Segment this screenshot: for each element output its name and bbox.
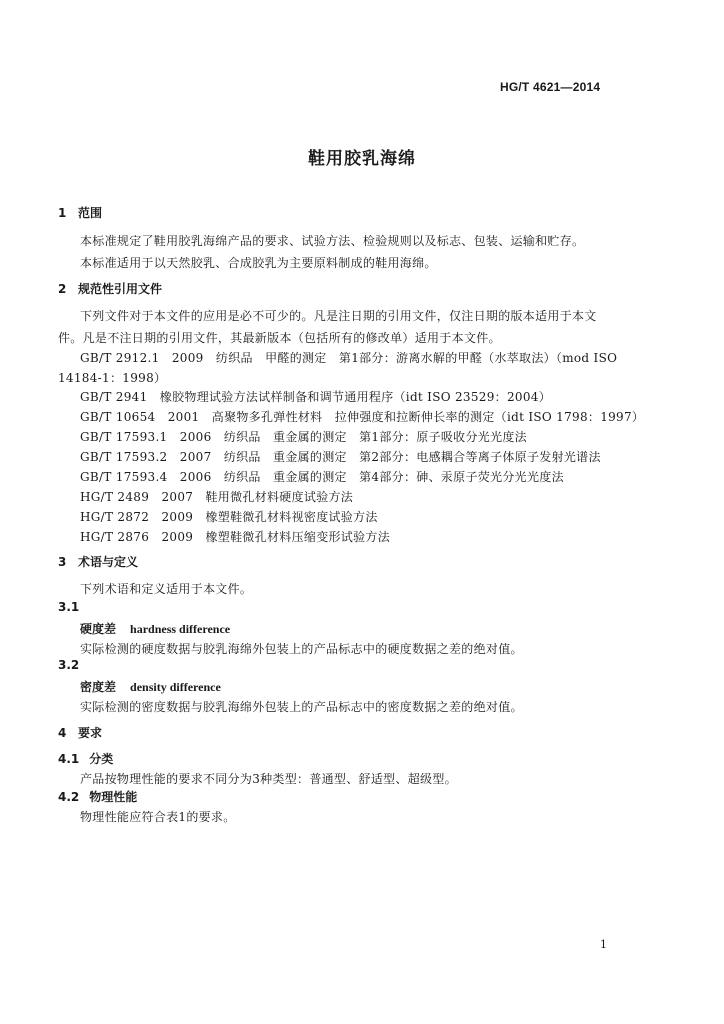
subsection-4-1-heading xyxy=(58,750,113,767)
page-title: 鞋用胶乳海绵 xyxy=(308,149,416,169)
section-1-heading xyxy=(58,204,102,221)
section-2-title: 规范性引用文件 xyxy=(78,282,163,296)
term-3-1-chinese: 硬度差 xyxy=(80,622,117,636)
reference-item: GB/T 17593.2 2007 纺织品 重金属的测定 第2部分：电感耦合等离子体原子发射光谱法 xyxy=(80,450,601,464)
reference-item: HG/T 2872 2009 橡塑鞋微孔材料视密度试验方法 xyxy=(80,510,378,524)
section-4-number: 4 xyxy=(58,726,67,740)
section-2-heading xyxy=(58,280,162,297)
term-3-2-number: 3.2 xyxy=(58,658,80,672)
reference-item: GB/T 10654 2001 高聚物多孔弹性材料 拉伸强度和拉断伸长率的测定（idt ISO 1798：1997） xyxy=(80,410,645,424)
section-1-title: 范围 xyxy=(78,206,103,220)
subsection-4-1-number: 4.1 xyxy=(58,752,80,766)
section-3-heading xyxy=(58,553,138,570)
subsection-4-1-title: 分类 xyxy=(89,752,114,766)
reference-item-continuation: 14184-1：1998） xyxy=(58,371,167,385)
term-3-2-definition: 实际检测的密度数据与胶乳海绵外包装上的产品标志中的密度数据之差的绝对值。 xyxy=(80,700,523,714)
page-number: 1 xyxy=(600,938,607,951)
reference-item: GB/T 2941 橡胶物理试验方法试样制备和调节通用程序（idt ISO 23529：2004） xyxy=(80,390,551,404)
section-1-number: 1 xyxy=(58,206,67,220)
section-1-para-1: 本标准规定了鞋用胶乳海绵产品的要求、试验方法、检验规则以及标志、包装、运输和贮存。 xyxy=(80,234,585,248)
term-3-1-number: 3.1 xyxy=(58,600,80,614)
subsection-4-2-heading xyxy=(58,788,137,805)
term-3-2-name xyxy=(80,678,221,695)
section-3-title: 术语与定义 xyxy=(78,555,139,569)
subsection-4-2-text: 物理性能应符合表1的要求。 xyxy=(80,810,236,824)
section-3-intro: 下列术语和定义适用于本文件。 xyxy=(80,582,253,596)
subsection-4-2-title: 物理性能 xyxy=(89,790,138,804)
section-2-intro-line-1: 下列文件对于本文件的应用是必不可少的。凡是注日期的引用文件，仅注日期的版本适用于本文 xyxy=(80,309,597,323)
term-3-1-definition: 实际检测的硬度数据与胶乳海绵外包装上的产品标志中的硬度数据之差的绝对值。 xyxy=(80,642,523,656)
section-4-heading xyxy=(58,724,102,741)
document-number: HG/T 4621—2014 xyxy=(500,80,601,94)
section-2-intro-line-2: 件。凡是不注日期的引用文件，其最新版本（包括所有的修改单）适用于本文件。 xyxy=(58,331,501,345)
term-3-1-name xyxy=(80,620,230,637)
subsection-4-2-number: 4.2 xyxy=(58,790,80,804)
reference-item: HG/T 2876 2009 橡塑鞋微孔材料压缩变形试验方法 xyxy=(80,530,390,544)
reference-item: GB/T 17593.4 2006 纺织品 重金属的测定 第4部分：砷、汞原子荧光分光光度法 xyxy=(80,470,564,484)
reference-item: GB/T 2912.1 2009 纺织品 甲醛的测定 第1部分：游离水解的甲醛（水萃取法）（mod ISO xyxy=(80,351,618,365)
section-4-title: 要求 xyxy=(78,726,103,740)
reference-item: HG/T 2489 2007 鞋用微孔材料硬度试验方法 xyxy=(80,490,354,504)
subsection-4-1-text: 产品按物理性能的要求不同分为3种类型：普通型、舒适型、超级型。 xyxy=(80,772,457,786)
reference-item: GB/T 17593.1 2006 纺织品 重金属的测定 第1部分：原子吸收分光光度法 xyxy=(80,430,527,444)
section-3-number: 3 xyxy=(58,555,67,569)
section-1-para-2: 本标准适用于以天然胶乳、合成胶乳为主要原料制成的鞋用海绵。 xyxy=(80,256,437,270)
section-2-number: 2 xyxy=(58,282,67,296)
term-3-1-english: hardness difference xyxy=(130,622,231,636)
term-3-2-chinese: 密度差 xyxy=(80,680,117,694)
term-3-2-english: density difference xyxy=(130,680,221,694)
